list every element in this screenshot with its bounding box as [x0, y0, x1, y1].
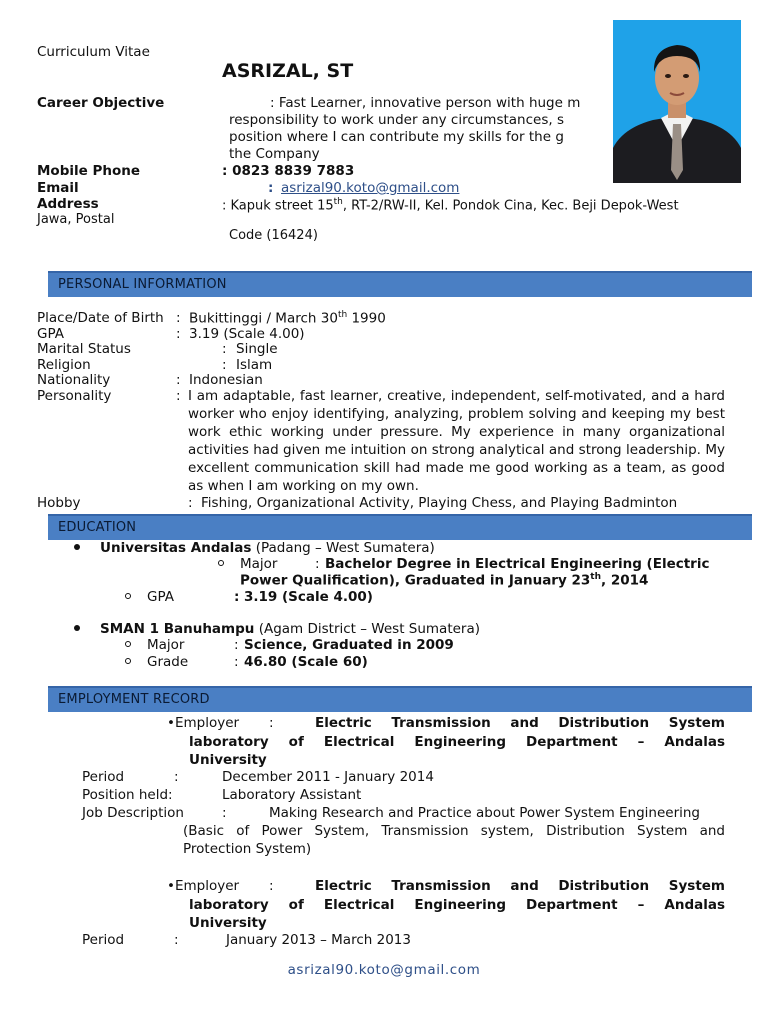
job2-period-label: Period — [82, 932, 125, 948]
school-grade-colon: : — [234, 654, 239, 670]
bullet-icon — [74, 625, 80, 631]
univ-gpa-label-wrap — [125, 589, 174, 605]
job2-employer-line2: laboratory of Electrical Engineering Department – Andalas — [189, 897, 725, 913]
mobile-value: : 0823 8839 7883 — [222, 163, 355, 179]
job1-desc-line3: Protection System) — [183, 841, 312, 857]
personality-colon: : — [176, 388, 181, 404]
school-location: (Agam District – West Sumatera) — [258, 621, 481, 637]
gpa-label: GPA — [37, 326, 64, 342]
education-header — [48, 514, 752, 540]
job1-position-label: Position held: — [82, 787, 173, 803]
marital-value: Single — [236, 341, 278, 357]
univ-name: Universitas Andalas — [100, 540, 252, 556]
univ-major-colon: : — [315, 556, 320, 572]
marital-label: Marital Status — [37, 341, 131, 357]
employment-title: EMPLOYMENT RECORD — [58, 692, 210, 707]
mobile-label: Mobile Phone — [37, 163, 141, 179]
job1-desc-colon: : — [222, 805, 227, 821]
job1-employer-colon: : — [269, 715, 274, 731]
job2-period-colon: : — [174, 932, 179, 948]
univ-major-label-wrap — [218, 556, 277, 572]
candidate-name: ASRIZAL, ST — [222, 60, 354, 82]
gpa-colon: : — [176, 326, 181, 342]
document-label: Curriculum Vitae — [37, 44, 150, 60]
personal-info-title: PERSONAL INFORMATION — [58, 277, 227, 292]
circle-bullet-icon — [125, 593, 131, 599]
school-grade-label: Grade — [147, 654, 189, 670]
email-label: Email — [37, 180, 79, 196]
religion-colon: : — [222, 357, 227, 373]
circle-bullet-icon — [125, 641, 131, 647]
address-line1: : Kapuk street 15th, RT-2/RW-II, Kel. Pondok Cina, Kec. Beji Depok-West — [222, 197, 679, 214]
job1-desc-line2: (Basic of Power System, Transmission system, Distribution System and — [183, 823, 725, 839]
school-name: SMAN 1 Banuhampu — [100, 621, 255, 637]
career-objective-line1: : Fast Learner, innovative person with huge m — [270, 95, 581, 111]
career-objective-line3: position where I can contribute my skills for the g — [229, 129, 564, 145]
univ-gpa-colon: : — [234, 589, 240, 605]
school-grade-label-wrap — [125, 654, 188, 670]
address-line3: Code (16424) — [229, 228, 318, 243]
job1-employer-line2: laboratory of Electrical Engineering Department – Andalas — [189, 734, 725, 750]
career-objective-label: Career Objective — [37, 95, 165, 111]
job1-employer-line3: University — [189, 752, 267, 768]
personality-label: Personality — [37, 388, 112, 404]
job2-employer-colon: : — [269, 878, 274, 894]
employment-header — [48, 686, 752, 712]
personality-value: I am adaptable, fast learner, creative, independent, self-motivated, and a hard worker who enjoy identifying, analyzing, problem solving and keeping my best work ethic working under pressure. My experience in many organizational activities had given me intuition on strong analytical and strong leadership. My excellent communication skill had made me good working as a team, as good as when I am working on my own. — [188, 388, 725, 494]
birth-value: Bukittinggi / March 30th 1990 — [189, 310, 386, 327]
footer-email[interactable]: asrizal90.koto@gmail.com — [287, 962, 481, 978]
univ-entry — [74, 540, 435, 556]
univ-major-value: Bachelor Degree in Electrical Engineering (Electric — [325, 556, 710, 572]
nationality-label: Nationality — [37, 372, 111, 388]
job1-desc-line1: Making Research and Practice about Power System Engineering — [269, 805, 701, 821]
education-title: EDUCATION — [58, 520, 137, 535]
job1-period-colon: : — [174, 769, 179, 785]
univ-gpa-label: GPA — [147, 589, 174, 605]
birth-colon: : — [176, 310, 181, 326]
school-major-label: Major — [147, 637, 185, 653]
bullet-icon — [74, 544, 80, 550]
nationality-colon: : — [176, 372, 181, 388]
job2-employer-line3: University — [189, 915, 267, 931]
career-objective-line2: responsibility to work under any circumstances, s — [229, 112, 564, 128]
gpa-value: 3.19 (Scale 4.00) — [189, 326, 305, 342]
univ-gpa-value: 3.19 (Scale 4.00) — [244, 589, 373, 605]
school-major-colon: : — [234, 637, 239, 653]
job1-period-label: Period — [82, 769, 125, 785]
personal-info-header — [48, 271, 752, 297]
portrait-image — [613, 20, 741, 183]
school-grade-value: 46.80 (Scale 60) — [244, 654, 368, 670]
univ-major-label: Major — [240, 556, 278, 572]
job1-position-value: Laboratory Assistant — [222, 787, 362, 803]
univ-location: (Padang – West Sumatera) — [255, 540, 435, 556]
email-link[interactable]: asrizal90.koto@gmail.com — [281, 180, 460, 196]
school-entry — [74, 621, 480, 637]
circle-bullet-icon — [125, 658, 131, 664]
univ-major-value-2: Power Qualification), Graduated in January 23th, 2014 — [240, 572, 649, 589]
hobby-label: Hobby — [37, 495, 81, 511]
job1-period-value: December 2011 - January 2014 — [222, 769, 434, 785]
job1-employer-line1: Electric Transmission and Distribution System — [315, 715, 725, 731]
job2-period-value: January 2013 – March 2013 — [226, 932, 411, 948]
address-label: Address — [37, 196, 99, 212]
job1-desc-label: Job Description — [82, 805, 184, 821]
job2-employer-line1: Electric Transmission and Distribution System — [315, 878, 725, 894]
nationality-value: Indonesian — [189, 372, 263, 388]
religion-label: Religion — [37, 357, 91, 373]
hobby-colon: : — [188, 495, 193, 511]
circle-bullet-icon — [218, 560, 224, 566]
career-objective-line4: the Company — [229, 146, 320, 162]
birth-label: Place/Date of Birth — [37, 310, 164, 326]
profile-photo — [613, 20, 741, 183]
marital-colon: : — [222, 341, 227, 357]
job1-employer-label: •Employer — [167, 715, 240, 731]
religion-value: Islam — [236, 357, 273, 373]
school-major-label-wrap — [125, 637, 184, 653]
email-colon: : — [268, 180, 274, 196]
hobby-value: Fishing, Organizational Activity, Playing Chess, and Playing Badminton — [201, 495, 678, 511]
school-major-value: Science, Graduated in 2009 — [244, 637, 454, 653]
address-line2: Jawa, Postal — [37, 212, 115, 227]
job2-employer-label: •Employer — [167, 878, 240, 894]
